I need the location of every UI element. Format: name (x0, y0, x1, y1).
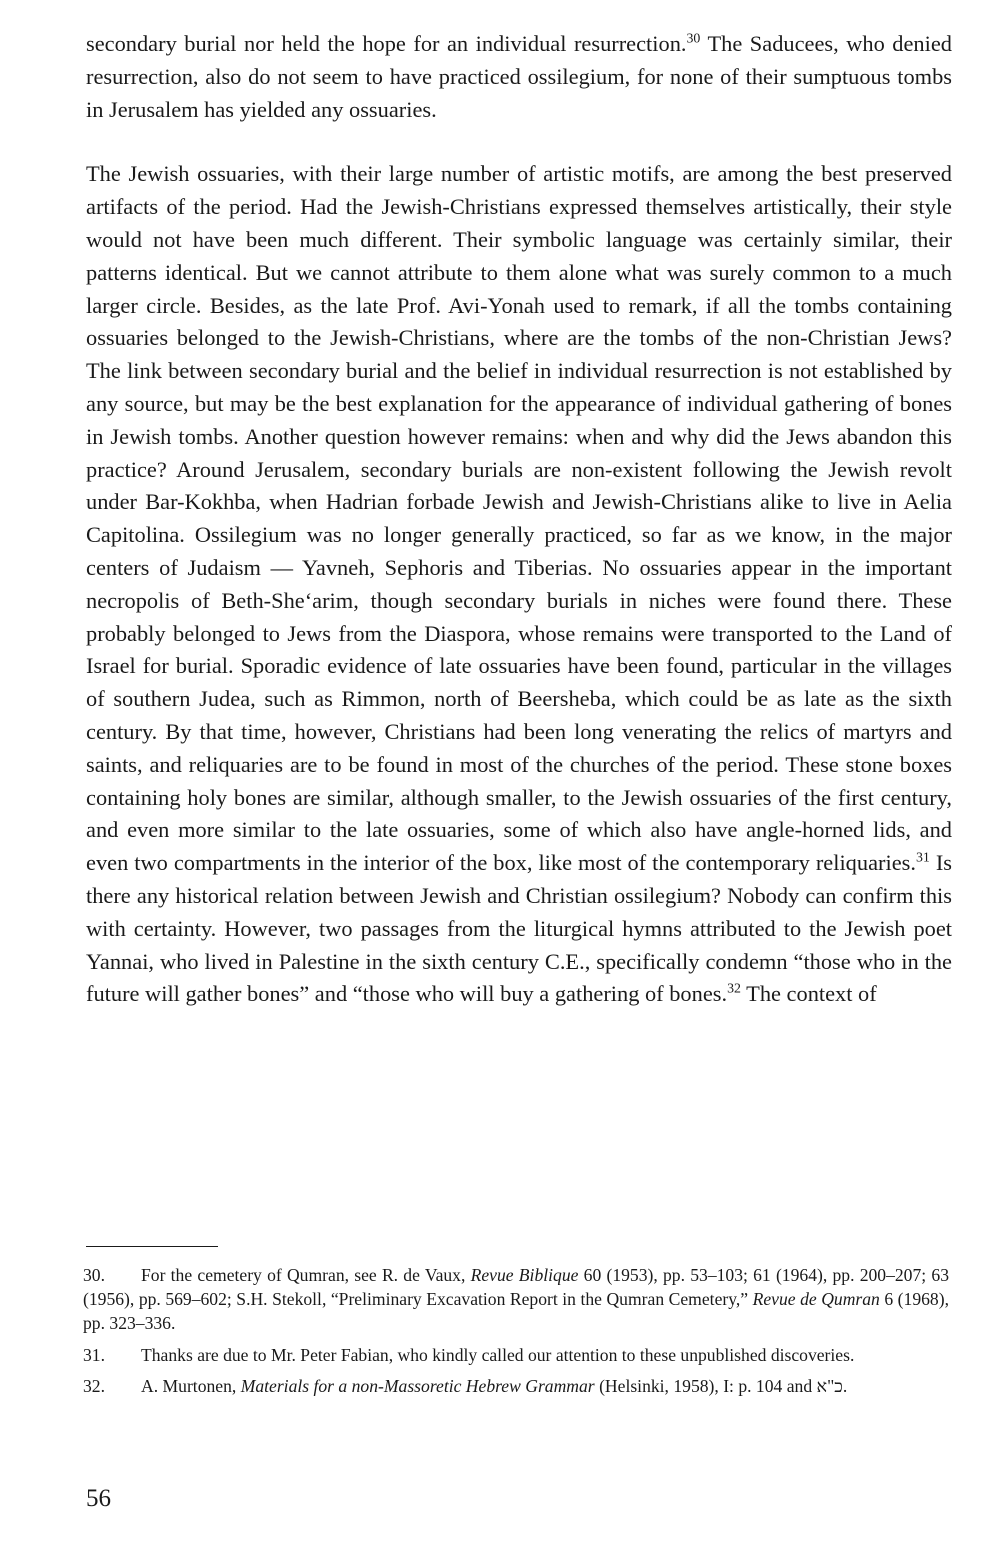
hebrew-reference: כ"א (816, 1375, 843, 1396)
paragraph-1-text-a: secondary burial nor held the hope for an individual resurrection. (86, 31, 687, 56)
footnote-text: For the cemetery of Qumran, see R. de Vaux, (141, 1265, 471, 1285)
footnote-ref-31[interactable]: 31 (915, 850, 930, 866)
footnote-ref-30[interactable]: 30 (686, 31, 701, 47)
page-number: 56 (86, 1485, 111, 1512)
journal-title: Revue de Qumran (752, 1289, 880, 1310)
footnote-text: . (842, 1375, 848, 1396)
footnote-number: 30. (83, 1265, 105, 1285)
body-text (86, 28, 952, 1011)
paragraph-2-text-b: Is there any historical relation between Jewish and Christian ossilegium? Nobody can confirm this with certainty. However, two passages from the liturgical hymns attributed to the Jewish poet Yannai, who lived in Palestine in the sixth century C.E., specifically condemn “those who in the future will gather bones” and “those who will buy a gathering of bones. (86, 850, 952, 1007)
footnote-text: 6 (1968), pp. 323–336. (83, 1289, 949, 1334)
paragraph-1 (86, 28, 952, 126)
paragraph-2-text-c: The context of (740, 981, 877, 1007)
paragraph-1-text-b: The Saducees, who denied resurrection, also do not seem to have practiced ossilegium, for none of their sumptuous tombs in Jerusalem has yielded any ossuaries. (86, 31, 952, 122)
footnote-text: 60 (1953), pp. 53–103; 61 (1964), pp. 200–207; 63 (1956), pp. 569–602; S.H. Stekoll, “Preliminary Excavation Report in the Qumran Cemetery,” (83, 1265, 949, 1310)
footnote-ref-32[interactable]: 32 (727, 981, 741, 997)
footnote-number: 32. (83, 1375, 105, 1396)
footnote-32 (83, 1374, 949, 1398)
footnote-number: 31. (83, 1344, 105, 1365)
footnote-separator (86, 1246, 218, 1247)
footnote-31 (83, 1343, 949, 1367)
footnote-text: (Helsinki, 1958), I: p. 104 and (594, 1375, 817, 1396)
book-title: Materials for a non-Massoretic Hebrew Grammar (240, 1375, 595, 1396)
footnotes (83, 1263, 949, 1405)
paragraph-2-text-a: The Jewish ossuaries, with their large number of artistic motifs, are among the best preserved artifacts of the period. Had the Jewish-Christians expressed themselves artistically, their style would not have been much different. Their symbolic language was certainly similar, their patterns identical. But we cannot attribute to them alone what was surely common to a much larger circle. Besides, as the late Prof. Avi-Yonah used to remark, if all the tombs containing ossuaries belonged to the Jewish-Christians, where are the tombs of the non-Christian Jews? The link between secondary burial and the belief in individual resurrection is not established by any source, but may be the best explanation for the appearance of individual gathering of bones in Jewish tombs. Another question however remains: when and why did the Jews abandon this practice? Around Jerusalem, secondary burials are non-existent following the Jewish revolt under Bar-Kokhba, when Hadrian forbade Jewish and Jewish-Christians alike to live in Aelia Capitolina. Ossilegium was no longer generally practiced, so far as we know, in the major centers of Judaism — Yavneh, Sephoris and Tiberias. No ossuaries appear in the important necropolis of Beth-She‘arim, though secondary burials in niches were found there. These probably belonged to Jews from the Diaspora, whose remains were transported to the Land of Israel for burial. Sporadic evidence of late ossuaries have been found, particular in the villages of southern Judea, such as Rimmon, north of Beersheba, which could be as late as the sixth century. By that time, however, Christians had been long venerating the relics of martyrs and saints, and reliquaries are to be found in most of the churches of the period. These stone boxes containing holy bones are similar, although smaller, to the Jewish ossuaries of the first century, and even more similar to the late ossuaries, some of which also have angle-horned lids, and even two compartments in the interior of the box, like most of the contemporary reliquaries. (86, 161, 952, 876)
footnote-text: Thanks are due to Mr. Peter Fabian, who kindly called our attention to these unpublished discoveries. (141, 1344, 855, 1365)
journal-title: Revue Biblique (470, 1265, 579, 1285)
paragraph-2 (86, 158, 952, 1011)
footnote-30 (83, 1263, 949, 1336)
footnote-text: A. Murtonen, (141, 1375, 241, 1396)
